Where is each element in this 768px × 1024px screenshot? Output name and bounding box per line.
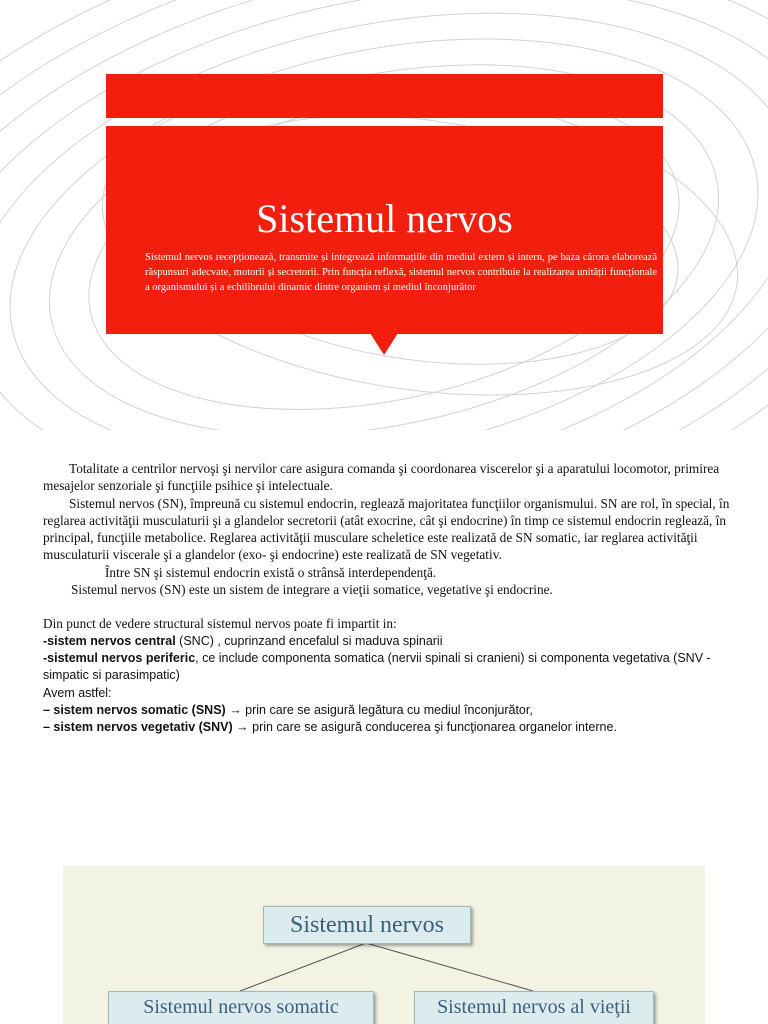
diagram-node-vegetativ: Sistemul nervos al vieţii — [414, 991, 654, 1024]
item-snc: -sistem nervos central (SNC) , cuprinzand encefalul si maduva spinarii — [43, 633, 443, 648]
paragraph-interdependence: Între SN şi sistemul endocrin există o strânsă interdependenţă. — [105, 564, 437, 580]
slide-image — [0, 0, 768, 430]
hierarchy-diagram — [63, 866, 705, 1024]
item-snv: – sistem nervos vegetativ (SNV) → prin care se asigură conducerea şi funcţionarea organelor interne. — [43, 720, 617, 735]
structural-intro: Din punct de vedere structural sistemul nervos poate fi impartit in: — [43, 616, 397, 632]
item-sns: – sistem nervos somatic (SNS) → prin care se asigură legătura cu mediul înconjurător, — [43, 702, 533, 717]
red-header-bar — [106, 74, 663, 118]
diagram-node-somatic: Sistemul nervos somatic — [108, 991, 374, 1024]
diagram-root-node: Sistemul nervos — [263, 906, 471, 944]
slide-title: Sistemul nervos — [256, 196, 513, 241]
item-snp: -sistemul nervos periferic, ce include componenta somatica (nervii spinali si cranieni) si componenta vegetativa (SNV - simpatic si parasimpatic) — [43, 650, 711, 683]
document-body — [43, 460, 755, 736]
slide-description: Sistemul nervos recepționează, transmite și integrează informațiile din mediul extern și intern, pe baza cărora elaborează răspunsuri adecvate, motorii și secretorii. Prin funcția reflexă, sistemul nervos contribuie la realizarea unității funcționale a organismului și a echilibrului dinamic dintre organism și mediul înconjurător — [145, 252, 657, 293]
paragraph-definition: Totalitate a centrilor nervoşi şi nervilor care asigura comanda şi coordonarea viscerelor şi a aparatului locomotor, primirea mesajelor senzoriale şi funcţiile psihice şi intelectuale. — [43, 461, 720, 494]
callout-pointer — [370, 333, 398, 355]
paragraph-regulation: Sistemul nervos (SN), împreună cu sistemul endocrin, reglează majoritatea funcţiilor organismului. SN are rol, în special, în reglarea activităţii musculaturii şi a glandelor secretorii (atât exocrine, cât şi endocrine) în timp ce sistemul endocrin reglează, în principal, funcţiile metabolice. Reglarea activităţii musculare scheletice este realizată de SN somatic, iar reglarea activităţii musculaturii viscerale şi a glandelor (exo- şi endocrine) este realizată de SN vegetativ. — [43, 495, 730, 563]
paragraph-integration: Sistemul nervos (SN) este un sistem de integrare a vieţii somatice, vegetative şi endocrine. — [71, 582, 553, 598]
avem-astfel: Avem astfel: — [43, 685, 112, 700]
